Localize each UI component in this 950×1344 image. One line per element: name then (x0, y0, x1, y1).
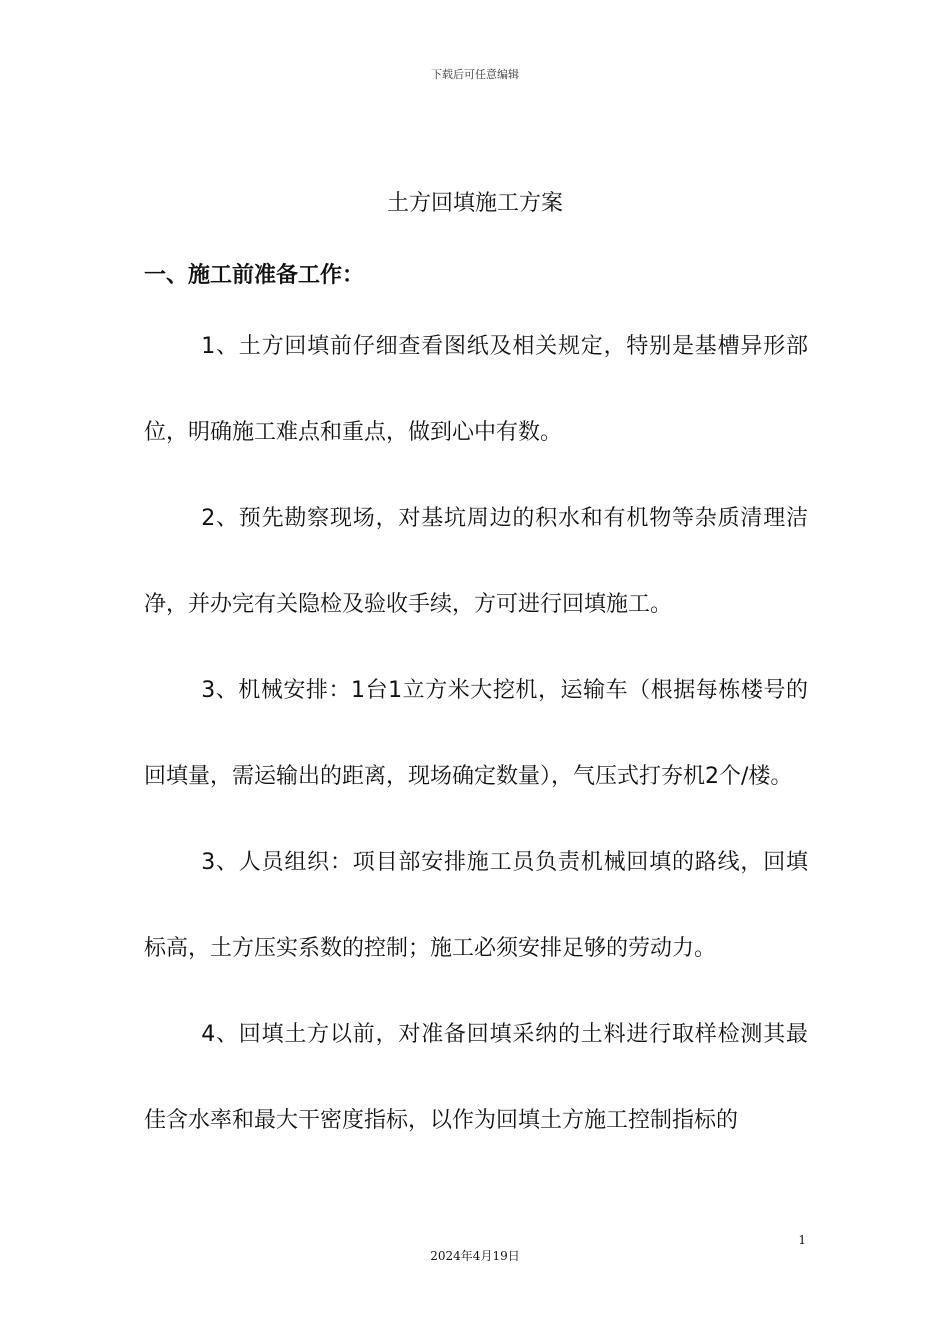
document-body (144, 304, 808, 1164)
header-note: 下载后可任意编辑 (431, 68, 519, 81)
paragraph-1: 1、土方回填前仔细查看图纸及相关规定，特别是基槽异形部位，明确施工难点和重点，做到心中有数。 (144, 334, 808, 445)
paragraph-5: 4、回填土方以前，对准备回填采纳的土料进行取样检测其最佳含水率和最大干密度指标，以作为回填土方施工控制指标的 (144, 1022, 808, 1133)
section-heading: 一、施工前准备工作： (144, 263, 365, 288)
document-title: 土方回填施工方案 (386, 191, 563, 216)
paragraph-2: 2、预先勘察现场，对基坑周边的积水和有机物等杂质清理洁净，并办完有关隐检及验收手续，方可进行回填施工。 (144, 506, 808, 617)
page-number: 1 (798, 1233, 806, 1247)
footer-date: 2024年4月19日 (430, 1249, 520, 1263)
paragraph-4: 3、人员组织：项目部安排施工员负责机械回填的路线，回填标高，土方压实系数的控制；施工必须安排足够的劳动力。 (144, 850, 808, 961)
paragraph-3: 3、机械安排：1台1立方米大挖机，运输车（根据每栋楼号的回填量，需运输出的距离，现场确定数量），气压式打夯机2个/楼。 (144, 678, 808, 789)
